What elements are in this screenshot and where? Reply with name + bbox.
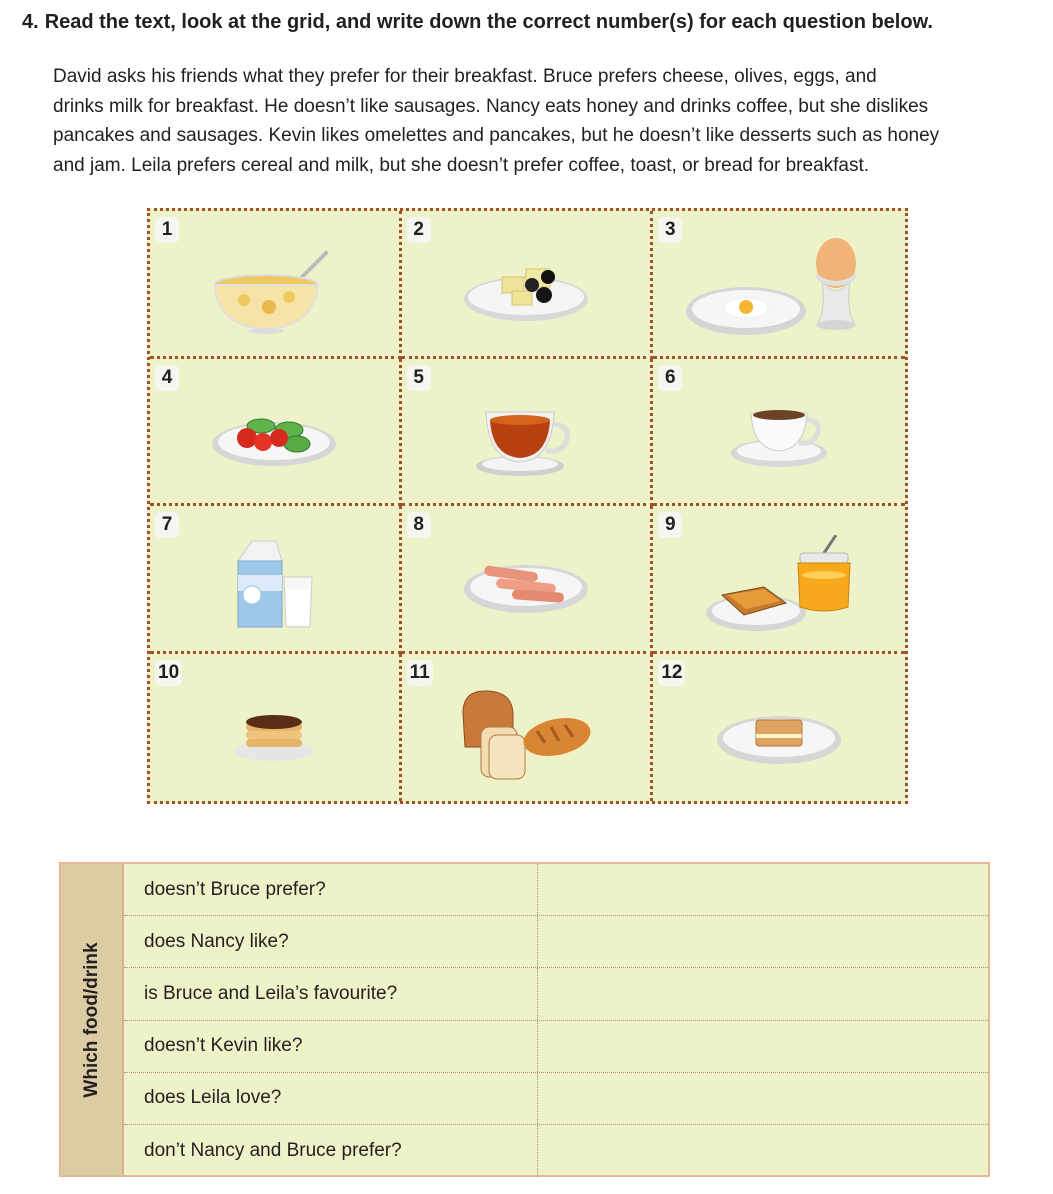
passage-line: pancakes and sausages. Kevin likes omelettes and pancakes, but he doesn’t like desserts such as honey [53,125,940,146]
reading-passage [53,62,1033,180]
grid-cell [653,211,905,359]
cell-number: 7 [155,512,179,538]
grid-cell [402,211,654,359]
answer-field[interactable] [537,916,988,967]
passage-line: drinks milk for breakfast. He doesn’t like sausages. Nancy eats honey and drinks coffee, but she dislikes [53,95,929,117]
grid-cell [402,506,654,654]
salad-plate-icon [211,408,337,468]
cell-number: 12 [658,660,685,686]
cell-number: 1 [155,217,179,243]
food-grid [147,208,908,804]
question-text: don’t Nancy and Bruce prefer? [144,1140,402,1162]
cheese-olives-plate-icon [462,255,590,325]
answer-field[interactable] [537,1125,988,1177]
side-label: Which food/drink [80,941,102,1098]
exercise-heading [22,11,933,34]
question-text: doesn’t Kevin like? [144,1035,303,1057]
grid-cell [653,359,905,507]
question-row [124,1021,988,1073]
cell-number: 9 [658,512,682,538]
cell-number: 6 [658,365,682,391]
question-row [124,968,988,1020]
grid-cell [402,654,654,802]
question-row [124,1073,988,1125]
question-text: does Nancy like? [144,930,289,952]
cell-number: 10 [155,660,182,686]
grid-cell [402,359,654,507]
grid-cell [150,506,402,654]
question-row [124,916,988,968]
question-table [59,862,990,1177]
passage-line: and jam. Leila prefers cereal and milk, but she doesn’t prefer coffee, toast, or bread for breakfast. [53,154,870,176]
question-row [124,1125,988,1177]
toast-jam-icon [704,535,854,635]
question-text: doesn’t Bruce prefer? [144,878,326,900]
exercise-number: 4. [22,11,39,33]
side-label-column [61,864,124,1175]
cell-number: 11 [407,660,433,686]
grid-cell [653,506,905,654]
question-text: does Leila love? [144,1087,282,1109]
exercise-instruction: Read the text, look at the grid, and write down the correct number(s) for each question below. [44,11,933,33]
cell-number: 2 [407,217,431,243]
omelette-plate-icon [716,704,842,766]
tea-cup-icon [476,398,576,478]
grid-cell [653,654,905,802]
cereal-bowl-icon [214,245,334,335]
question-text: is Bruce and Leila’s favourite? [144,982,398,1004]
cell-number: 3 [658,217,682,243]
sausages-plate-icon [462,555,590,615]
answer-field[interactable] [537,864,988,915]
milk-icon [232,537,316,633]
eggs-icon [684,235,874,345]
cell-number: 5 [407,365,431,391]
question-rows [124,864,988,1175]
cell-number: 4 [155,365,179,391]
coffee-cup-icon [729,405,829,471]
passage-line: David asks his friends what they prefer for their breakfast. Bruce prefers cheese, olives, eggs, and [53,66,877,87]
answer-field[interactable] [537,968,988,1019]
pancakes-icon [232,709,316,761]
grid-cell [150,211,402,359]
grid-cell [150,359,402,507]
grid-cell [150,654,402,802]
bread-icon [461,687,591,783]
cell-number: 8 [407,512,431,538]
question-row [124,864,988,916]
answer-field[interactable] [537,1021,988,1072]
answer-field[interactable] [537,1073,988,1124]
